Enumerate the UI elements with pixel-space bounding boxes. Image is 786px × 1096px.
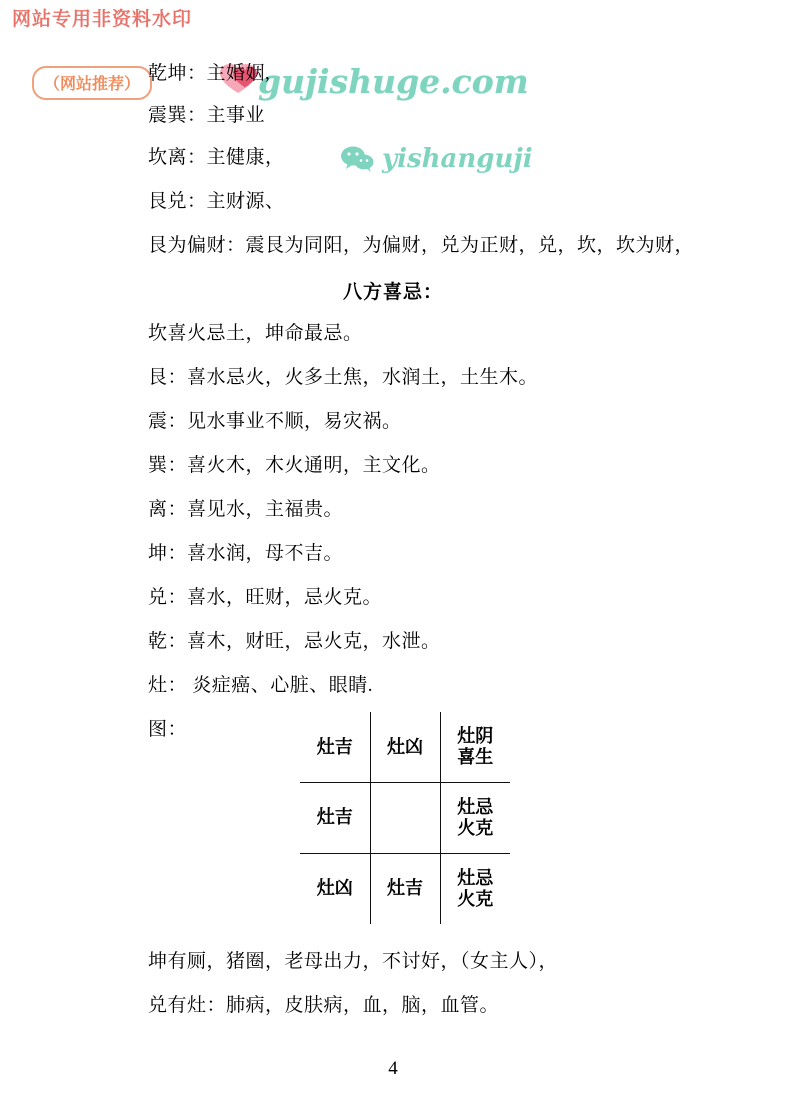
text-line: 坎喜火忌土，坤命最忌。 (148, 323, 363, 344)
text-line: 乾坤：主婚姻, (148, 63, 271, 84)
table-row (300, 853, 510, 924)
luck-grid-figure (300, 712, 510, 924)
grid-cell-r1c3: 灶阴 喜生 (440, 712, 510, 783)
grid-cell-r3c1: 灶凶 (300, 853, 370, 924)
text-line: 坤有厕，猪圈，老母出力，不讨好，（女主人）， (148, 951, 559, 972)
grid-cell-r2c2 (370, 783, 440, 854)
text-line: 艮为偏财：震艮为同阳，为偏财，兑为正财，兑，坎，坎为财， (148, 235, 695, 256)
grid-cell-r3c2: 灶吉 (370, 853, 440, 924)
grid-cell-r1c1: 灶吉 (300, 712, 370, 783)
grid-cell-r3c3: 灶忌 火克 (440, 853, 510, 924)
text-line: 离：喜见水，主福贵。 (148, 499, 344, 520)
grid-cell-r2c1: 灶吉 (300, 783, 370, 854)
grid-cell-r2c3: 灶忌 火克 (440, 783, 510, 854)
figure-label: 图： (148, 719, 188, 740)
text-line: 灶： 炎症癌、心脏、眼睛. (148, 675, 374, 696)
section-heading: 八方喜忌： (342, 282, 443, 303)
text-line: 坎离：主健康， (148, 147, 285, 168)
watermark-site-name: gujishuge.com (258, 62, 529, 101)
text-line: 兑：喜水，旺财，忌火克。 (148, 587, 383, 608)
text-line: 震：见水事业不顺，易灾祸。 (148, 411, 402, 432)
watermark-recommend-badge: （网站推荐） (32, 66, 152, 100)
page-number: 4 (388, 1058, 398, 1079)
wechat-icon (340, 145, 374, 173)
watermark-wechat-name: yishanguji (382, 144, 533, 174)
table-row (300, 712, 510, 783)
table-row (300, 783, 510, 854)
text-line: 乾：喜木，财旺，忌火克，水泄。 (148, 631, 441, 652)
watermark-top-left: 网站专用非资料水印 (12, 8, 193, 30)
text-line: 巽：喜火木，木火通明，主文化。 (148, 455, 441, 476)
text-line: 坤：喜水润，母不吉。 (148, 543, 344, 564)
grid-cell-r1c2: 灶凶 (370, 712, 440, 783)
text-line: 艮兑：主财源、 (148, 191, 285, 212)
text-line: 兑有灶：肺病，皮肤病，血，脑，血管。 (148, 995, 500, 1016)
text-line: 艮：喜水忌火，火多土焦，水润土，土生木。 (148, 367, 539, 388)
grid-table (300, 712, 510, 924)
text-line: 震巽：主事业 (148, 105, 266, 126)
watermark-wechat (340, 144, 533, 174)
